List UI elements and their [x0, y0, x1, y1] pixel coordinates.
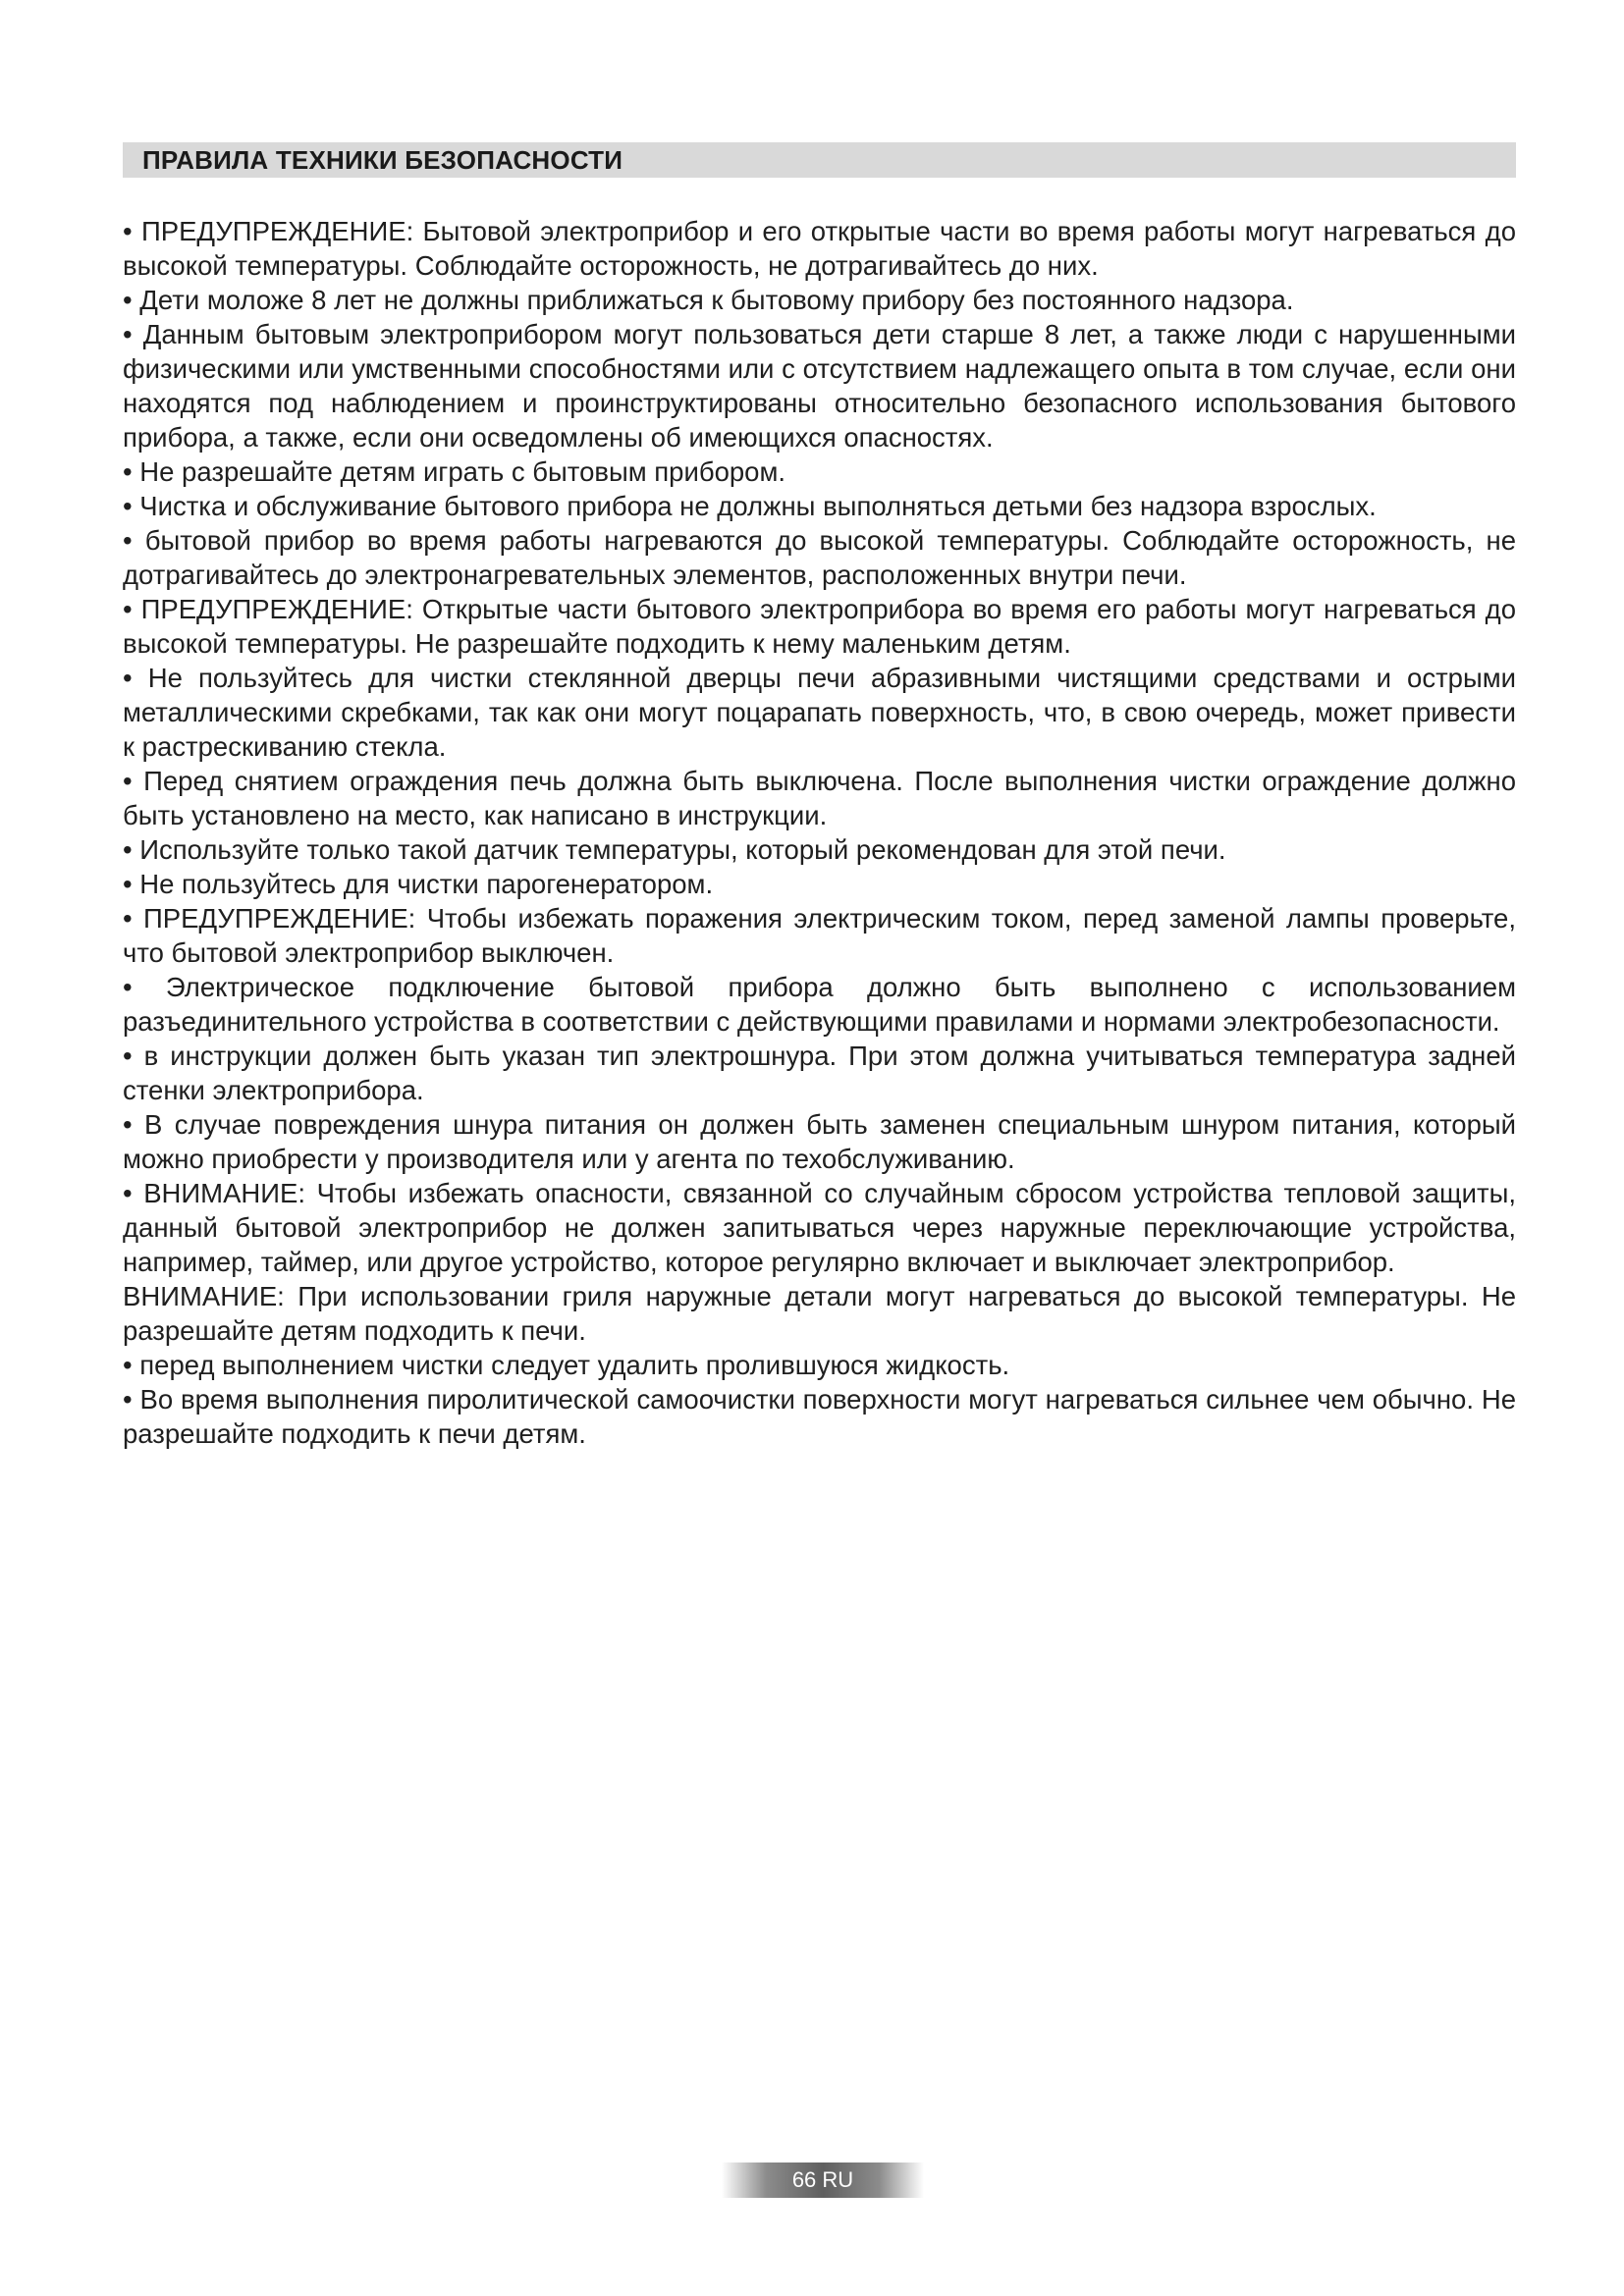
paragraph: • В случае повреждения шнура питания он должен быть заменен специальным шнуром питания, который можно приобрести у производителя или у агента по техобслуживанию.: [123, 1109, 1516, 1174]
section-title: ПРАВИЛА ТЕХНИКИ БЕЗОПАСНОСТИ: [142, 144, 623, 175]
paragraph: • Дети моложе 8 лет не должны приближаться к бытовому прибору без постоянного надзора.: [123, 285, 1294, 315]
section-header: [123, 142, 1516, 178]
paragraph: • Перед снятием ограждения печь должна быть выключена. После выполнения чистки ограждение должно быть установлено на место, как написано в инструкции.: [123, 766, 1516, 830]
paragraph: • Данным бытовым электроприбором могут пользоваться дети старше 8 лет, а также люди с нарушенными физическими или умственными способностями или с отсутствием надлежащего опыта в том случае, если они находятся под наблюдением и проинструктированы относительно безопасного использования бытового прибора, а также, если они осведомлены об имеющихся опасностях.: [123, 319, 1516, 453]
paragraph: ВНИМАНИЕ: При использовании гриля наружные детали могут нагреваться до высокой температуры. Не разрешайте детям подходить к печи.: [123, 1281, 1516, 1346]
paragraph: • Не пользуйтесь для чистки стеклянной дверцы печи абразивными чистящими средствами и острыми металлическими скребками, так как они могут поцарапать поверхность, что, в свою очередь, может привести к растрескиванию стекла.: [123, 663, 1516, 762]
paragraph: • ПРЕДУПРЕЖДЕНИЕ: Чтобы избежать поражения электрическим током, перед заменой лампы проверьте, что бытовой электроприбор выключен.: [123, 903, 1516, 968]
paragraph: • Электрическое подключение бытовой прибора должно быть выполнено с использованием разъединительного устройства в соответствии с действующими правилами и нормами электробезопасности.: [123, 972, 1516, 1037]
page-footer: [722, 2163, 924, 2198]
paragraph: • ВНИМАНИЕ: Чтобы избежать опасности, связанной со случайным сбросом устройства тепловой защиты, данный бытовой электроприбор не должен запитываться через наружные переключающие устройства, например, таймер, или другое устройство, которое регулярно включает и выключает электроприбор.: [123, 1178, 1516, 1277]
paragraph: • перед выполнением чистки следует удалить пролившуюся жидкость.: [123, 1350, 1010, 1380]
page-number: 66 RU: [791, 2167, 854, 2192]
paragraph: • Не пользуйтесь для чистки парогенератором.: [123, 869, 714, 899]
paragraph: • бытовой прибор во время работы нагреваются до высокой температуры. Соблюдайте осторожность, не дотрагивайтесь до электронагревательных элементов, расположенных внутри печи.: [123, 525, 1516, 590]
safety-rules-text: [123, 214, 1516, 1451]
paragraph: • Во время выполнения пиролитической самоочистки поверхности могут нагреваться сильнее чем обычно. Не разрешайте подходить к печи детям.: [123, 1384, 1516, 1449]
paragraph: • ПРЕДУПРЕЖДЕНИЕ: Открытые части бытового электроприбора во время его работы могут нагреваться до высокой температуры. Не разрешайте подходить к нему маленьким детям.: [123, 594, 1516, 659]
paragraph: • Чистка и обслуживание бытового прибора не должны выполняться детьми без надзора взрослых.: [123, 491, 1377, 521]
paragraph: • Не разрешайте детям играть с бытовым прибором.: [123, 456, 786, 487]
paragraph: • в инструкции должен быть указан тип электрошнура. При этом должна учитываться температура задней стенки электроприбора.: [123, 1041, 1516, 1105]
paragraph: • ПРЕДУПРЕЖДЕНИЕ: Бытовой электроприбор и его открытые части во время работы могут нагреваться до высокой температуры. Соблюдайте осторожность, не дотрагивайтесь до них.: [123, 216, 1516, 281]
paragraph: • Используйте только такой датчик температуры, который рекомендован для этой печи.: [123, 834, 1226, 865]
